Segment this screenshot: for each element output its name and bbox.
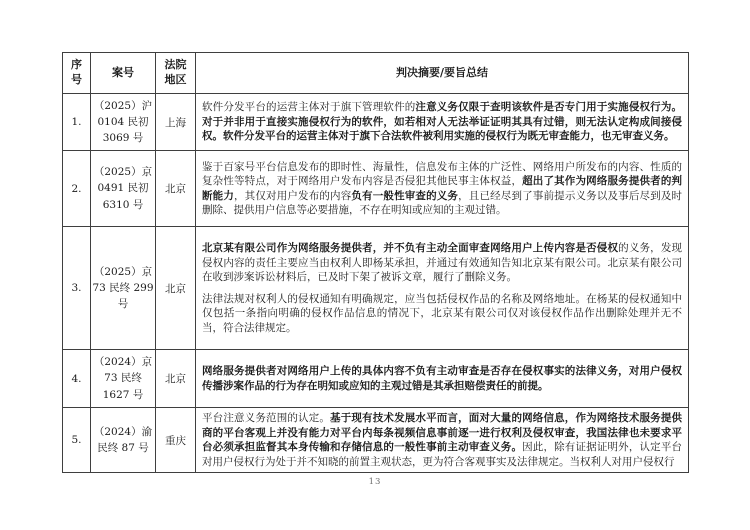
text-run: 平台注意义务范围的认定。 — [202, 412, 331, 424]
table-body — [63, 94, 689, 473]
text-run: 注意义务仅限于查明该软件是否专门用于实施侵权行为。对于并非用于直接实施侵权行为的软件，如若相对人无法举证证明其具有过错，则无法认定构成间接侵权。软件分发平台的运营主体对于旗下合法软件被利用实施的侵权行为既无审查能力，也无审查义务。 — [202, 101, 683, 143]
serial-cell: 5. — [63, 408, 91, 473]
table-row — [63, 151, 689, 227]
text-run: ，且已经尽到了事前提示义务以及事后尽到及时删除、提供用户信息等必要措施，不存在明知或应知的主观过错。 — [202, 189, 683, 216]
summary-paragraph — [202, 160, 682, 218]
header-row — [63, 53, 689, 94]
summary-cell — [196, 227, 689, 350]
summary-paragraph — [202, 292, 682, 336]
text-run: 鉴于百家号平台信息发布的即时性、海量性，信息发布主体的广泛性、网络用户所发布的内容、性质的复杂性等特点，对于网络用户发布内容是否侵犯其他民事主体权益， — [202, 160, 682, 187]
text-run: 的义务，发现侵权内容的责任主要应当由权利人即杨某承担，并通过有效通知告知北京某有限公司。北京某有限公司在收到涉案诉讼材料后，已及时下架了被诉文章，履行了删除义务。 — [202, 242, 683, 283]
summary-cell — [196, 408, 689, 473]
text-run: ，其仅对用户发布的内容 — [234, 189, 352, 202]
serial-cell: 1. — [63, 94, 91, 151]
table-row — [63, 350, 689, 408]
text-run: 北京某有限公司作为网络服务提供者，并不负有主动全面审查网络用户上传内容是否侵权 — [202, 242, 619, 254]
serial-cell: 2. — [63, 151, 91, 227]
case-number-cell: （2025）沪 0104 民初 3069 号 — [91, 94, 156, 151]
header-case-no: 案号 — [91, 53, 156, 94]
summary-cell — [196, 350, 689, 408]
text-run: 法律法规对权利人的侵权通知有明确规定，应当包括侵权作品的名称及网络地址。在杨某的侵权通知中仅包括一条指向明确的侵权作品信息的情况下，北京某有限公司仅对该侵权作品作出删除处理并无不当，符合法律规定。 — [202, 292, 682, 334]
text-run: 软件分发平台的运营主体对于旗下管理软件的 — [202, 101, 416, 114]
court-cell: 上海 — [156, 94, 196, 151]
court-cell: 重庆 — [156, 408, 196, 473]
table-row — [63, 227, 689, 350]
court-cell: 北京 — [156, 350, 196, 408]
table-row — [63, 94, 689, 151]
summary-paragraph — [202, 100, 682, 144]
case-number-cell: （2024）京 73 民终 1627 号 — [91, 350, 156, 408]
case-number-cell: （2025）京 73 民终 299 号 — [91, 227, 156, 350]
serial-cell: 3. — [63, 227, 91, 350]
text-run: 因此，除有证据证明外，认定平台对用户侵权行为处于并不知晓的前置主观状态，更为符合客观事实及法律规定。当权利人对用户侵权行 — [202, 441, 683, 468]
page-number: 13 — [368, 477, 382, 487]
text-run: 网络服务提供者对网络用户上传的具体内容不负有主动审查是否存在侵权事实的法律义务，对用户侵权传播涉案作品的行为存在明知或应知的主观过错是其承担赔偿责任的前提。 — [202, 365, 682, 392]
summary-cell — [196, 94, 689, 151]
case-number-cell: （2025）京 0491 民初 6310 号 — [91, 151, 156, 227]
header-court: 法院地区 — [156, 53, 196, 94]
court-cell: 北京 — [156, 227, 196, 350]
text-run: 超出了其作为网络服务提供者的判断能力 — [202, 175, 683, 202]
text-run: 负有一般性审查的义务 — [351, 189, 459, 202]
case-summary-table — [62, 52, 689, 473]
summary-paragraph — [202, 364, 682, 393]
summary-paragraph — [202, 241, 682, 285]
header-serial: 序号 — [63, 53, 91, 94]
table-row — [63, 408, 689, 473]
case-number-cell: （2024）渝民终 87 号 — [91, 408, 156, 473]
table-header — [63, 53, 689, 94]
summary-cell — [196, 151, 689, 227]
header-summary: 判决摘要/要旨总结 — [196, 53, 689, 94]
serial-cell: 4. — [63, 350, 91, 408]
summary-paragraph — [202, 411, 682, 469]
court-cell: 北京 — [156, 151, 196, 227]
text-run: 基于现有技术发展水平而言，面对大量的网络信息，作为网络技术服务提供商的平台客观上并没有能力对平台内每条视频信息事前逐一进行权利及侵权审查，我国法律也未要求平台必须承担监督其本身传输和存储信息的一般性事前主动审查义务。 — [202, 412, 683, 453]
